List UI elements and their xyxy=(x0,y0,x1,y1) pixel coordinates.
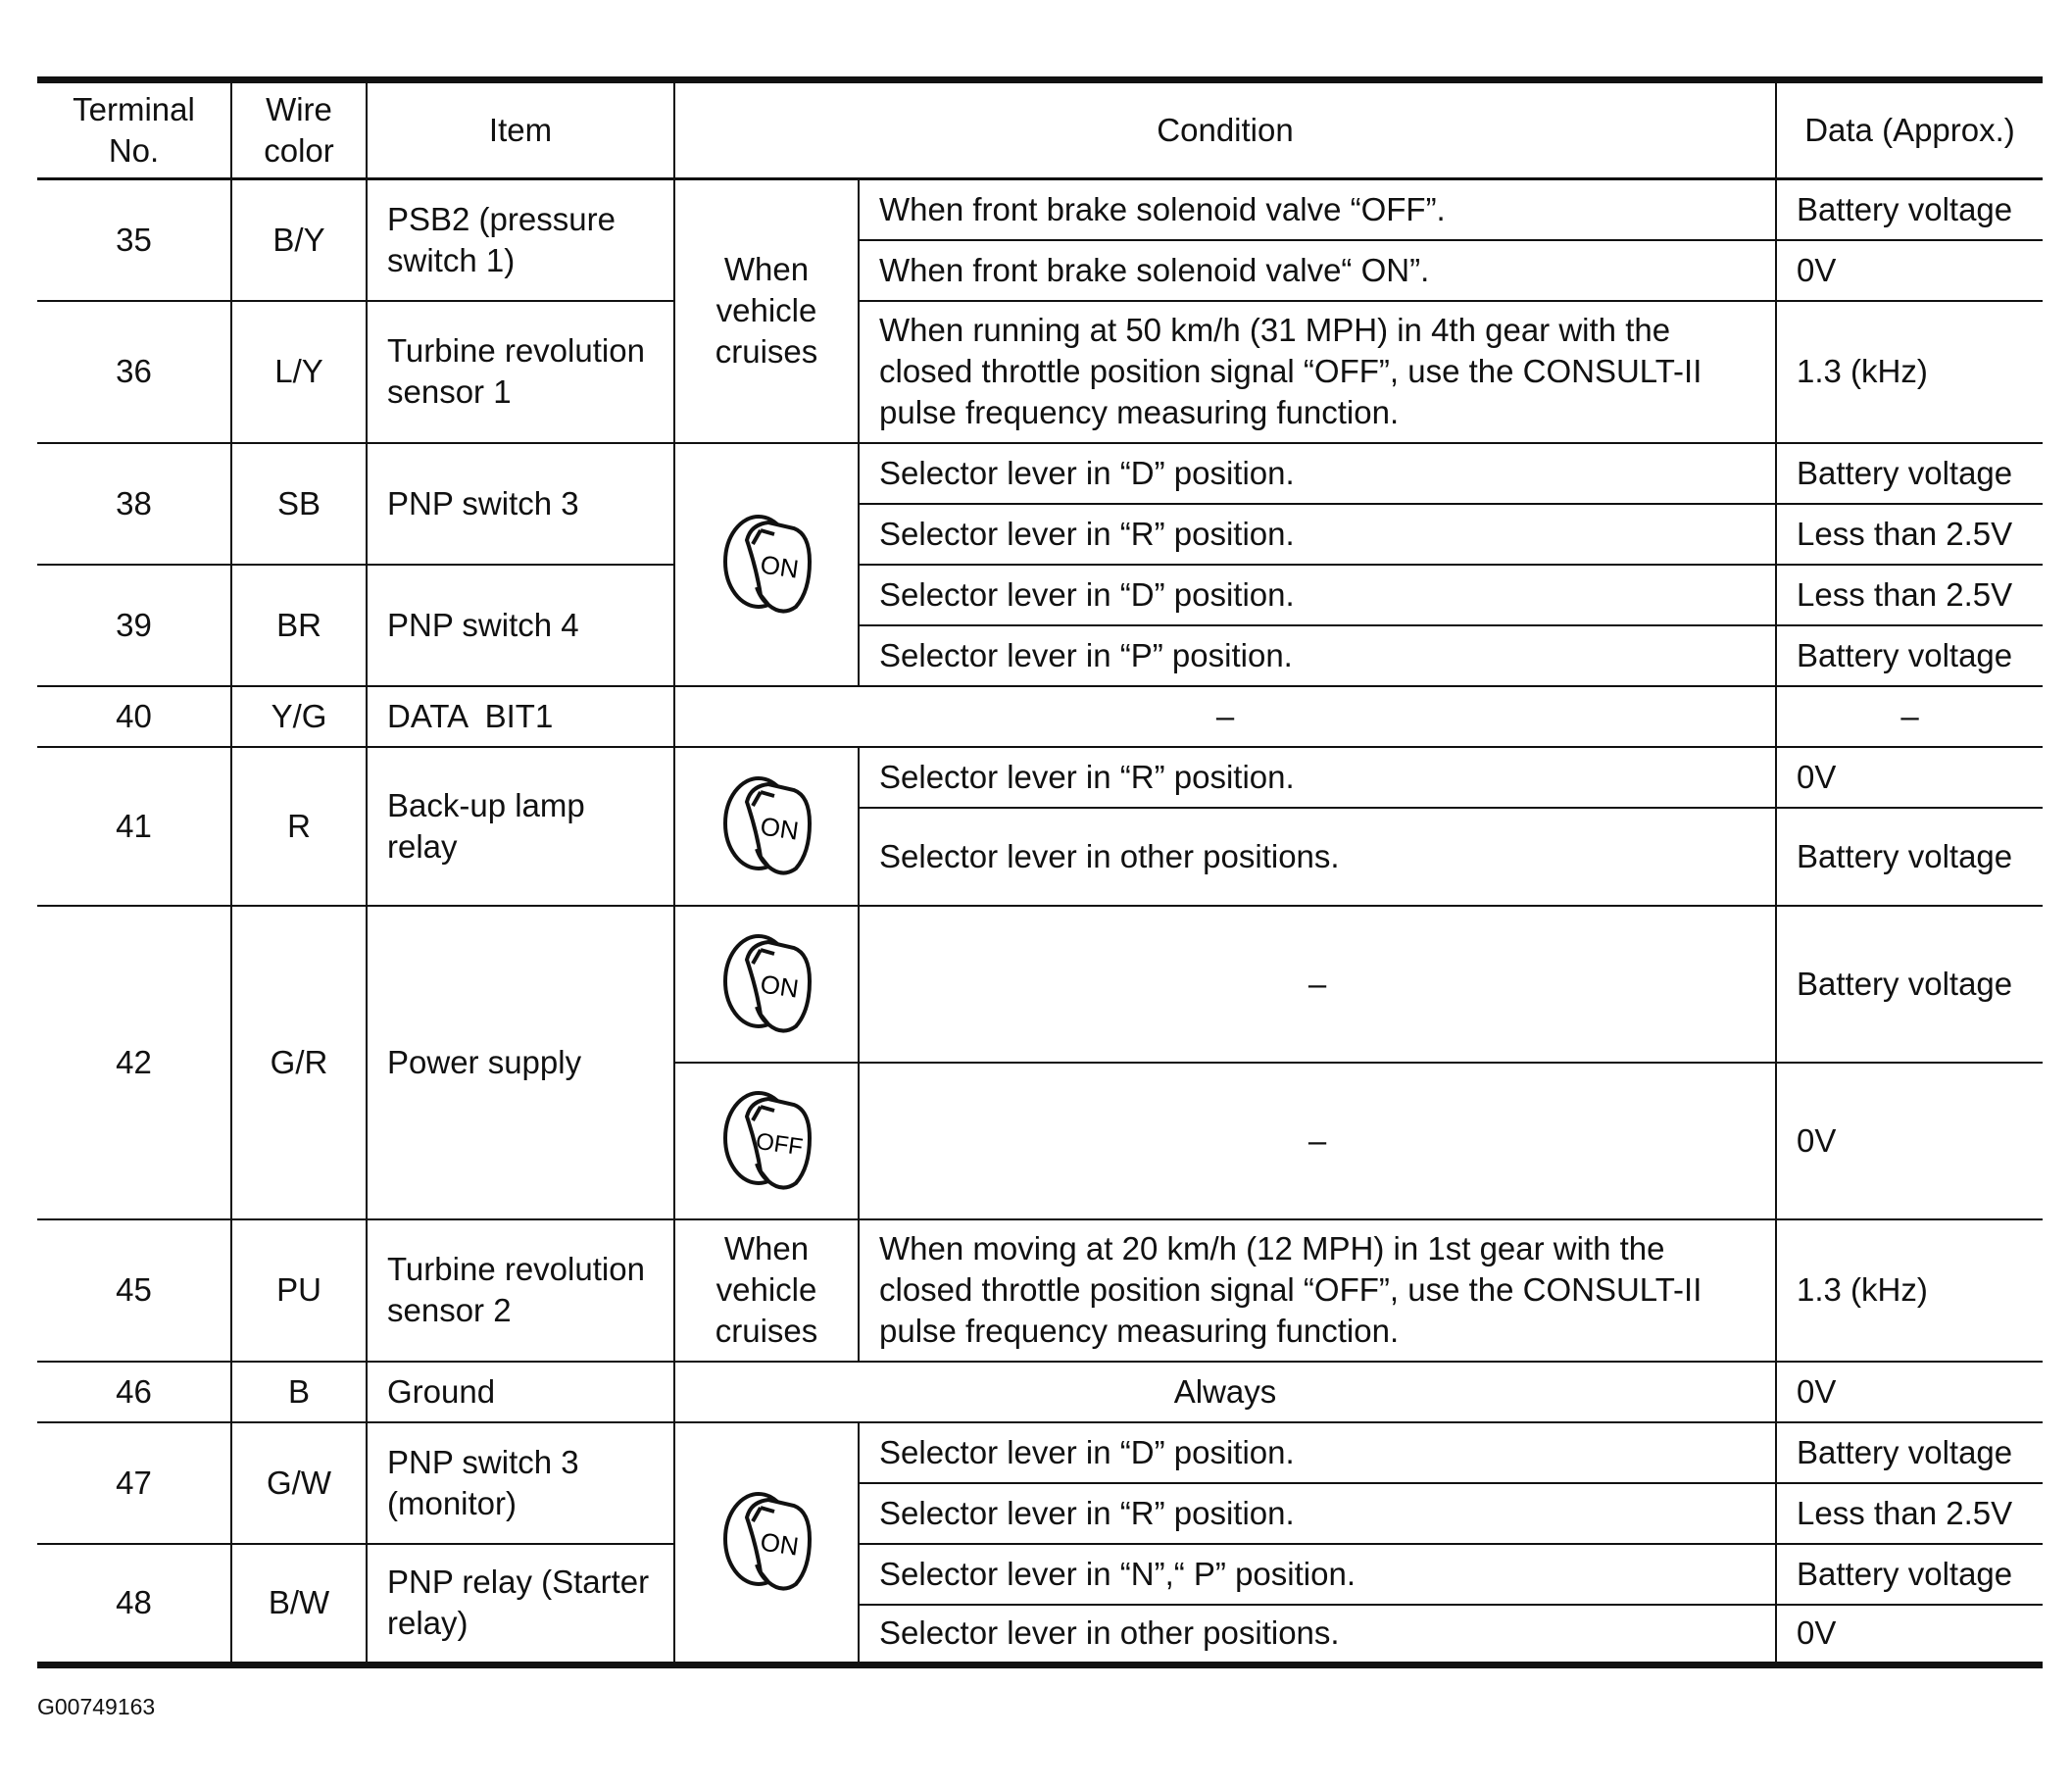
condition-text: When front brake solenoid valve“ ON”. xyxy=(859,240,1776,301)
ignition-on-label: ON xyxy=(758,549,801,584)
condition-text: Selector lever in “N”,“ P” position. xyxy=(859,1544,1776,1605)
data-value: 1.3 (kHz) xyxy=(1776,1219,2043,1362)
table-row xyxy=(37,179,2043,240)
data-value: Battery voltage xyxy=(1776,179,2043,240)
data-value: Battery voltage xyxy=(1776,443,2043,504)
header-item: Item xyxy=(367,80,674,179)
ignition-on-label: ON xyxy=(758,811,801,846)
terminal-number: 45 xyxy=(37,1219,231,1362)
table-row xyxy=(37,906,2043,1063)
table-row xyxy=(37,1219,2043,1362)
wire-color: L/Y xyxy=(231,301,367,443)
wire-color: PU xyxy=(231,1219,367,1362)
wire-color: B/Y xyxy=(231,179,367,301)
ignition-off-cell xyxy=(674,1063,859,1219)
data-value: Battery voltage xyxy=(1776,808,2043,906)
data-value: Battery voltage xyxy=(1776,906,2043,1063)
data-value: 0V xyxy=(1776,240,2043,301)
wire-color: B xyxy=(231,1362,367,1422)
ignition-on-cell xyxy=(674,906,859,1063)
condition-text: Selector lever in “D” position. xyxy=(859,1422,1776,1483)
data-value: Battery voltage xyxy=(1776,1422,2043,1483)
header-condition: Condition xyxy=(674,80,1776,179)
condition-text: When moving at 20 km/h (12 MPH) in 1st gear with the closed throttle position signal “OFF”, use the CONSULT-II pulse frequency measuring function. xyxy=(859,1219,1776,1362)
table-row xyxy=(37,1544,2043,1605)
ignition-key-on-icon xyxy=(717,920,815,1048)
wire-color: G/R xyxy=(231,906,367,1219)
table-row xyxy=(37,443,2043,504)
ignition-key-on-icon xyxy=(717,763,815,890)
wire-color: G/W xyxy=(231,1422,367,1544)
ignition-off-label: OFF xyxy=(754,1127,805,1161)
terminal-number: 46 xyxy=(37,1362,231,1422)
header-data: Data (Approx.) xyxy=(1776,80,2043,179)
data-value: 1.3 (kHz) xyxy=(1776,301,2043,443)
ignition-on-cell xyxy=(674,1422,859,1665)
item-name: Power supply xyxy=(367,906,674,1219)
ignition-on-cell xyxy=(674,443,859,686)
when-vehicle-cruises-symbol: When vehicle cruises xyxy=(674,179,859,443)
condition-text: Selector lever in other positions. xyxy=(859,1605,1776,1665)
data-value: Less than 2.5V xyxy=(1776,1483,2043,1544)
wire-color: B/W xyxy=(231,1544,367,1665)
table-row xyxy=(37,301,2043,443)
condition-text: Selector lever in “D” position. xyxy=(859,565,1776,625)
terminal-number: 38 xyxy=(37,443,231,565)
condition-text: Selector lever in “P” position. xyxy=(859,625,1776,686)
table-row xyxy=(37,747,2043,808)
condition-text: When running at 50 km/h (31 MPH) in 4th gear with the closed throttle position signal “OFF”, use the CONSULT-II pulse frequency measuring function. xyxy=(859,301,1776,443)
data-value: Less than 2.5V xyxy=(1776,565,2043,625)
condition-text: Selector lever in “D” position. xyxy=(859,443,1776,504)
wire-color: Y/G xyxy=(231,686,367,747)
condition-text: – xyxy=(859,906,1776,1063)
condition-text: Selector lever in other positions. xyxy=(859,808,1776,906)
item-name: DATA BIT1 xyxy=(367,686,674,747)
item-name: PNP relay (Starter relay) xyxy=(367,1544,674,1665)
ignition-on-label: ON xyxy=(758,1526,801,1562)
terminal-data-table xyxy=(37,76,2043,1668)
ignition-on-label: ON xyxy=(758,968,801,1004)
item-name: Back-up lamp relay xyxy=(367,747,674,906)
condition-text: Selector lever in “R” position. xyxy=(859,504,1776,565)
terminal-number: 35 xyxy=(37,179,231,301)
condition-text: – xyxy=(674,686,1776,747)
condition-text: Selector lever in “R” position. xyxy=(859,747,1776,808)
terminal-number: 42 xyxy=(37,906,231,1219)
header-wire-color: Wire color xyxy=(231,80,367,179)
terminal-number: 39 xyxy=(37,565,231,686)
data-value: 0V xyxy=(1776,1605,2043,1665)
figure-id: G00749163 xyxy=(37,1694,156,1719)
wire-color: BR xyxy=(231,565,367,686)
table-row xyxy=(37,565,2043,625)
terminal-number: 40 xyxy=(37,686,231,747)
condition-text: Selector lever in “R” position. xyxy=(859,1483,1776,1544)
header-terminal: Terminal No. xyxy=(37,80,231,179)
item-name: PSB2 (pressure switch 1) xyxy=(367,179,674,301)
ignition-key-off-icon xyxy=(717,1077,815,1205)
condition-text: When front brake solenoid valve “OFF”. xyxy=(859,179,1776,240)
terminal-number: 36 xyxy=(37,301,231,443)
wire-color: SB xyxy=(231,443,367,565)
ignition-key-on-icon xyxy=(717,1478,815,1606)
condition-text: – xyxy=(859,1063,1776,1219)
when-vehicle-cruises-symbol: When vehicle cruises xyxy=(674,1219,859,1362)
condition-text: Always xyxy=(674,1362,1776,1422)
terminal-number: 47 xyxy=(37,1422,231,1544)
data-value: Battery voltage xyxy=(1776,1544,2043,1605)
ignition-key-on-icon xyxy=(717,501,815,628)
terminal-number: 41 xyxy=(37,747,231,906)
wire-color: R xyxy=(231,747,367,906)
item-name: Ground xyxy=(367,1362,674,1422)
data-value: 0V xyxy=(1776,747,2043,808)
item-name: PNP switch 3 (monitor) xyxy=(367,1422,674,1544)
item-name: PNP switch 3 xyxy=(367,443,674,565)
table-row xyxy=(37,686,2043,747)
table-row xyxy=(37,1422,2043,1483)
data-value: 0V xyxy=(1776,1063,2043,1219)
data-value: 0V xyxy=(1776,1362,2043,1422)
data-value: Battery voltage xyxy=(1776,625,2043,686)
table-row xyxy=(37,1362,2043,1422)
data-value: – xyxy=(1776,686,2043,747)
terminal-table-container xyxy=(37,76,2043,1668)
data-value: Less than 2.5V xyxy=(1776,504,2043,565)
ignition-on-cell xyxy=(674,747,859,906)
item-name: Turbine revolution sensor 1 xyxy=(367,301,674,443)
header-row xyxy=(37,80,2043,179)
terminal-number: 48 xyxy=(37,1544,231,1665)
item-name: PNP switch 4 xyxy=(367,565,674,686)
item-name: Turbine revolution sensor 2 xyxy=(367,1219,674,1362)
